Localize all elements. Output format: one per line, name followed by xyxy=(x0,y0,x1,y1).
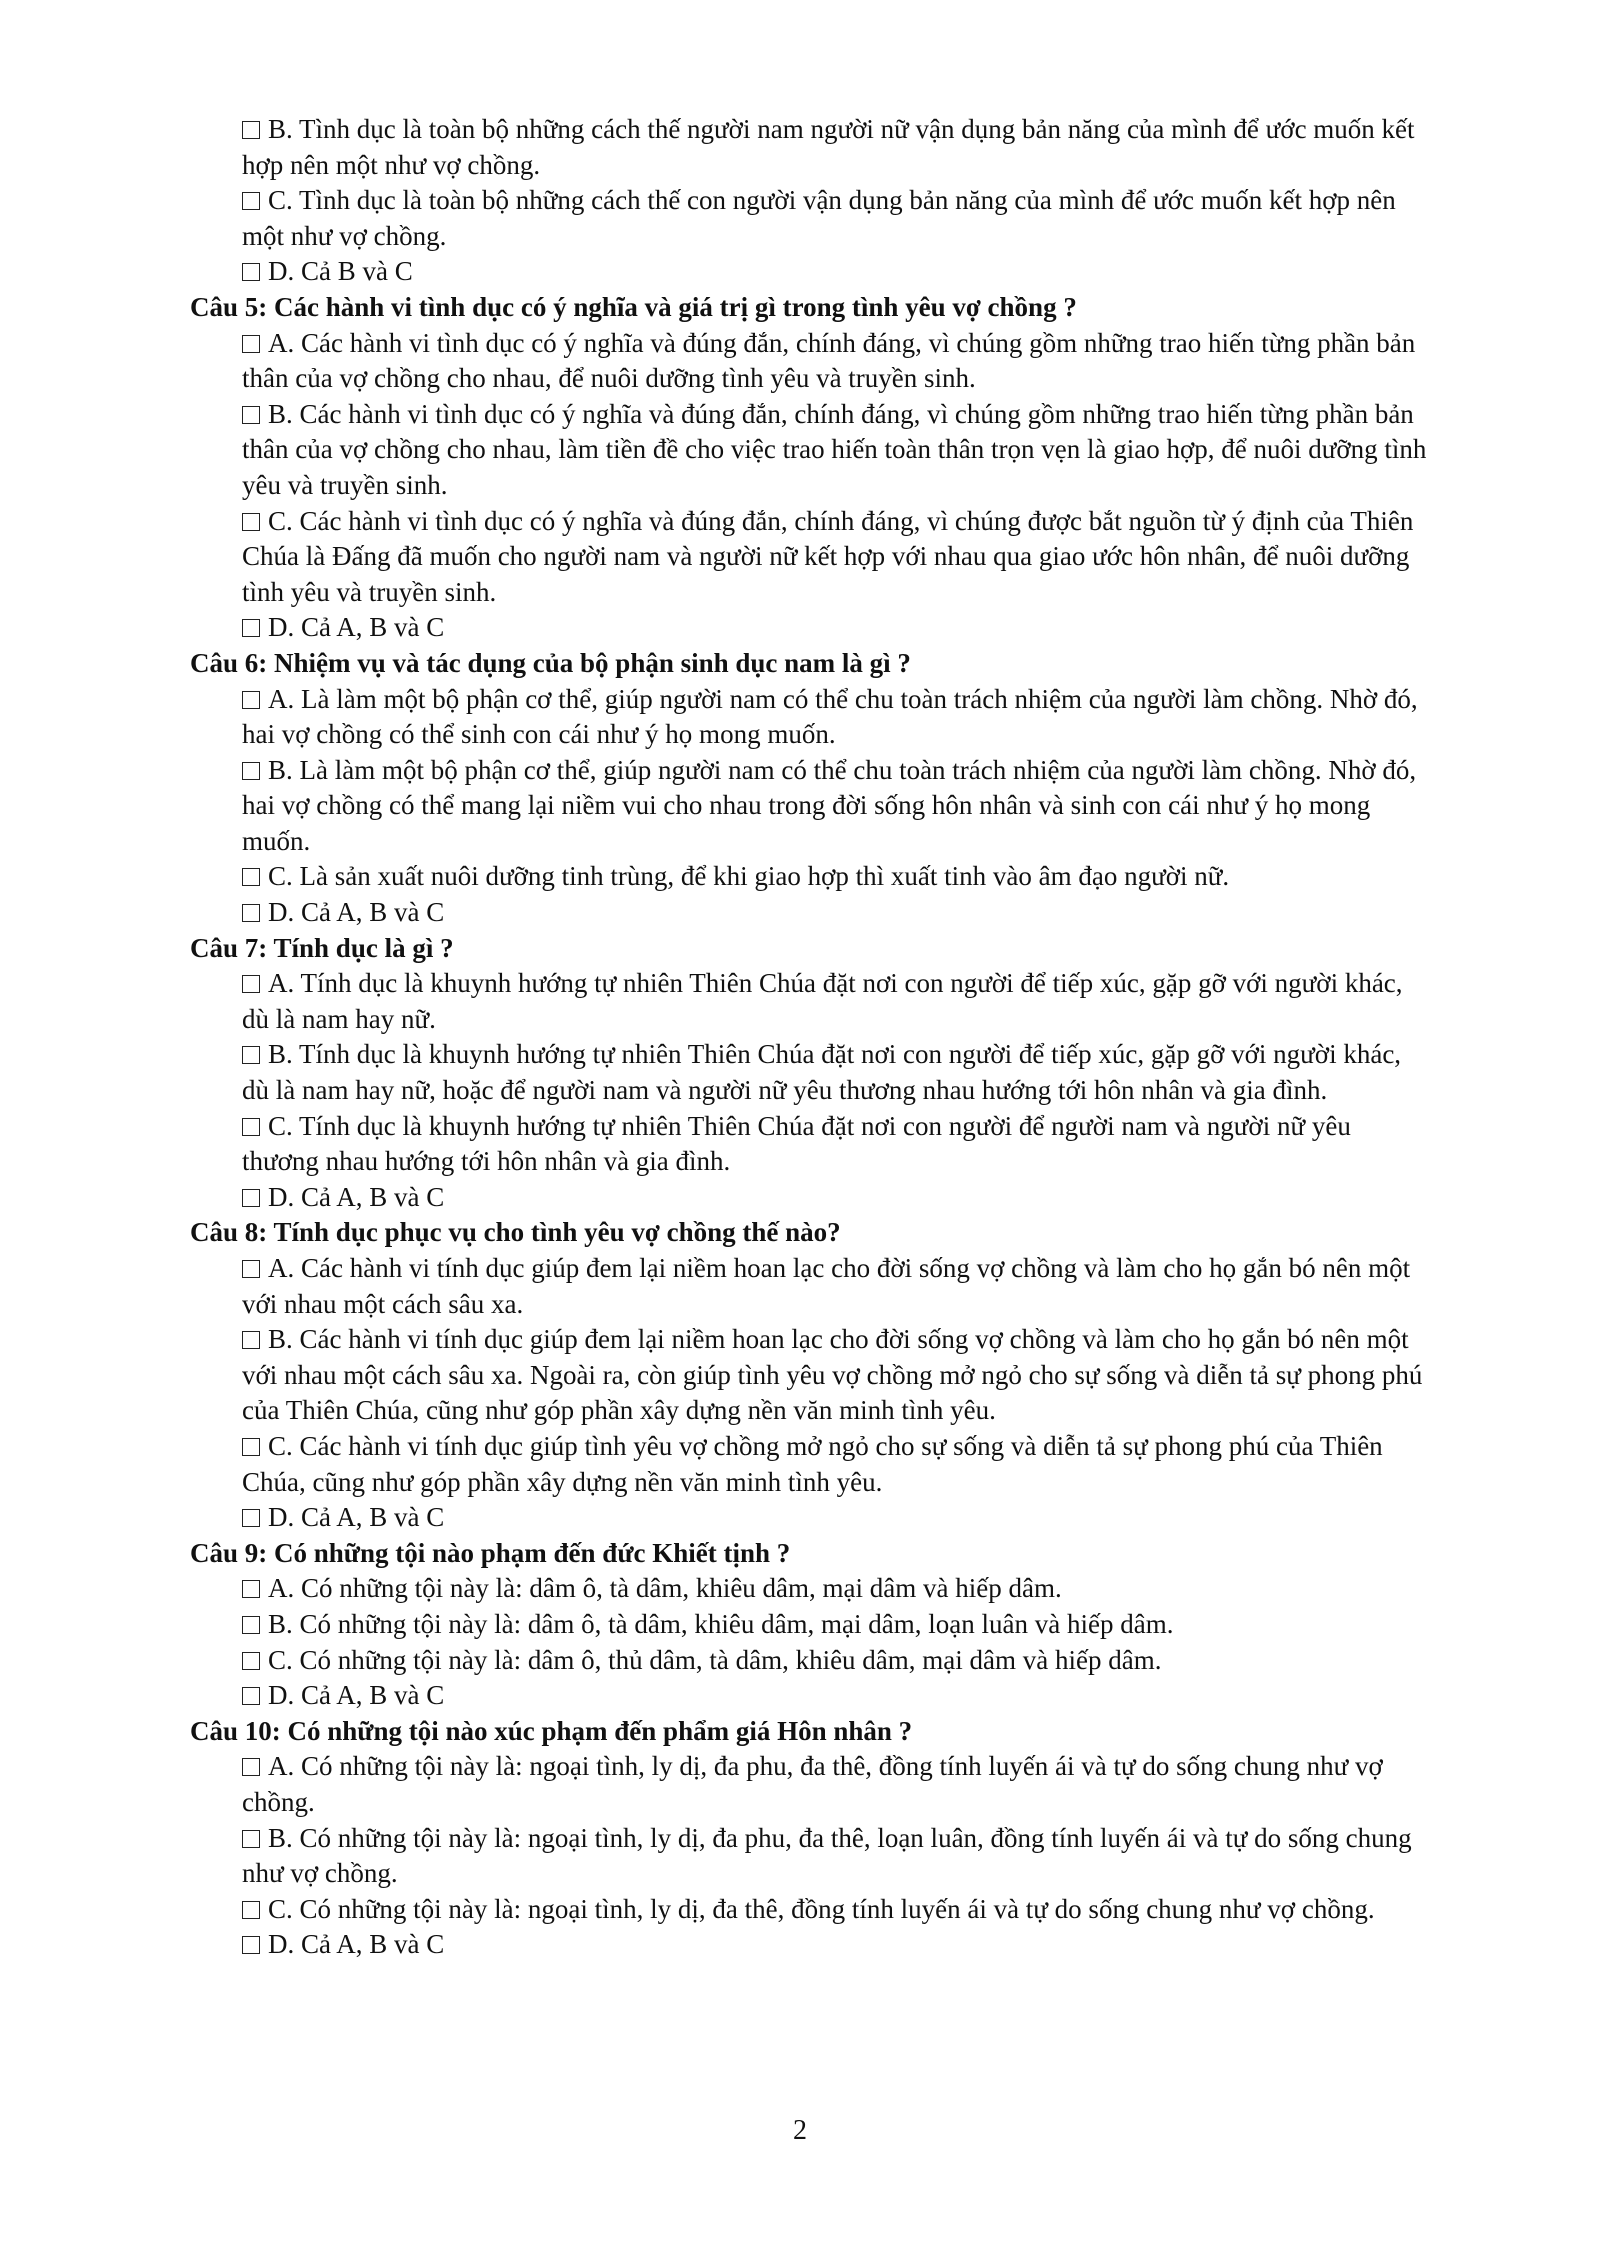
answer-option xyxy=(242,1892,1430,1928)
answer-option xyxy=(242,1678,1430,1714)
option-text: Có những tội này là: ngoại tình, ly dị, đa phu, đa thê, đồng tính luyến ái và tự do sống chung như vợ chồng. xyxy=(242,1751,1383,1817)
option-text: Cả A, B và C xyxy=(301,1181,445,1212)
option-label: B. xyxy=(268,1608,293,1639)
checkbox-icon[interactable] xyxy=(242,691,260,709)
option-text: Các hành vi tính dục giúp tình yêu vợ chồng mở ngỏ cho sự sống và diễn tả sự phong phú của Thiên Chúa, cũng như góp phần xây dựng nền văn minh tình yêu. xyxy=(242,1430,1383,1497)
document-body xyxy=(190,112,1430,1963)
option-label: A. xyxy=(268,683,295,714)
option-text: Cả A, B và C xyxy=(301,612,445,643)
checkbox-icon[interactable] xyxy=(242,192,260,210)
answer-option xyxy=(242,966,1430,1037)
option-text: Có những tội này là: dâm ô, tà dâm, khiêu dâm, mại dâm, loạn luân và hiếp dâm. xyxy=(299,1608,1174,1639)
option-label: A. xyxy=(268,1573,295,1604)
option-label: B. xyxy=(268,1324,293,1355)
option-label: D. xyxy=(268,256,295,287)
answer-option xyxy=(242,610,1430,646)
option-text: Các hành vi tình dục có ý nghĩa và đúng đắn, chính đáng, vì chúng được bắt nguồn từ ý định của Thiên Chúa là Đấng đã muốn cho người nam và người nữ kết hợp với nhau qua giao ước hôn nhân, để nuôi dưỡng tình yêu và truyền sinh. xyxy=(242,505,1414,607)
option-text: Có những tội này là: ngoại tình, ly dị, đa thê, đồng tính luyến ái và tự do sống chung như vợ chồng. xyxy=(299,1893,1375,1924)
answer-option xyxy=(242,504,1430,611)
option-label: C. xyxy=(268,1110,293,1141)
option-label: B. xyxy=(268,114,293,144)
option-label: C. xyxy=(268,861,293,892)
option-text: Tính dục là khuynh hướng tự nhiên Thiên Chúa đặt nơi con người để tiếp xúc, gặp gỡ với người khác, dù là nam hay nữ, hoặc để người nam và người nữ yêu thương nhau hướng tới hôn nhân và gia đình. xyxy=(242,1039,1402,1106)
answer-option xyxy=(242,1322,1430,1429)
question-title: Câu 7: Tính dục là gì ? xyxy=(190,932,454,963)
checkbox-icon[interactable] xyxy=(242,1509,260,1527)
checkbox-icon[interactable] xyxy=(242,904,260,922)
question-title: Câu 9: Có những tội nào phạm đến đức Khiết tịnh ? xyxy=(190,1537,791,1568)
answer-option xyxy=(242,895,1430,931)
answer-option xyxy=(242,397,1430,504)
answer-option xyxy=(242,1180,1430,1216)
question-title: Câu 5: Các hành vi tình dục có ý nghĩa và giá trị gì trong tình yêu vợ chồng ? xyxy=(190,291,1077,322)
option-label: D. xyxy=(268,1680,295,1711)
option-label: C. xyxy=(268,185,293,216)
option-label: B. xyxy=(268,754,293,785)
option-label: C. xyxy=(268,1644,293,1675)
answer-option xyxy=(242,1251,1430,1322)
option-text: Là làm một bộ phận cơ thể, giúp người nam có thể chu toàn trách nhiệm của người làm chồng. Nhờ đó, hai vợ chồng có thể sinh con cái như ý họ mong muốn. xyxy=(242,683,1418,750)
checkbox-icon[interactable] xyxy=(242,975,260,993)
option-text: Là sản xuất nuôi dưỡng tinh trùng, để khi giao hợp thì xuất tinh vào âm đạo người nữ. xyxy=(299,861,1230,892)
option-label: C. xyxy=(268,1893,293,1924)
option-text: Tính dục là khuynh hướng tự nhiên Thiên Chúa đặt nơi con người để tiếp xúc, gặp gỡ với người khác, dù là nam hay nữ. xyxy=(242,968,1403,1034)
answer-option xyxy=(242,326,1430,397)
answer-option xyxy=(242,1821,1430,1892)
option-text: Có những tội này là: dâm ô, tà dâm, khiêu dâm, mại dâm và hiếp dâm. xyxy=(301,1573,1062,1604)
option-text: Có những tội này là: dâm ô, thủ dâm, tà dâm, khiêu dâm, mại dâm và hiếp dâm. xyxy=(299,1644,1162,1675)
checkbox-icon[interactable] xyxy=(242,619,260,637)
page-number: 2 xyxy=(793,2115,807,2146)
option-text: Cả A, B và C xyxy=(301,1929,445,1960)
option-label: A. xyxy=(268,1253,295,1283)
option-text: Các hành vi tính dục giúp đem lại niềm hoan lạc cho đời sống vợ chồng và làm cho họ gắn bó nên một với nhau một cách sâu xa. Ngoài ra, còn giúp tình yêu vợ chồng mở ngỏ cho sự sống và diễn tả sự phong phú của Thiên Chúa, cũng như góp phần xây dựng nền văn minh tình yêu. xyxy=(242,1324,1423,1426)
checkbox-icon[interactable] xyxy=(242,868,260,886)
answer-option xyxy=(242,1500,1430,1536)
checkbox-icon[interactable] xyxy=(242,1830,260,1848)
option-label: B. xyxy=(268,1039,293,1070)
checkbox-icon[interactable] xyxy=(242,1936,260,1954)
checkbox-icon[interactable] xyxy=(242,121,260,139)
answer-option xyxy=(242,1429,1430,1500)
checkbox-icon[interactable] xyxy=(242,1652,260,1670)
answer-option xyxy=(242,1607,1430,1643)
answer-option xyxy=(242,1109,1430,1180)
checkbox-icon[interactable] xyxy=(242,1118,260,1136)
checkbox-icon[interactable] xyxy=(242,1580,260,1598)
answer-option xyxy=(242,1571,1430,1607)
answer-option xyxy=(242,753,1430,860)
option-label: A. xyxy=(268,968,295,999)
option-text: Có những tội này là: ngoại tình, ly dị, đa phu, đa thê, loạn luân, đồng tính luyến ái và tự do sống chung như vợ chồng. xyxy=(242,1822,1412,1889)
question-title: Câu 8: Tính dục phục vụ cho tình yêu vợ chồng thế nào? xyxy=(190,1217,841,1248)
option-label: B. xyxy=(268,398,293,429)
answer-option xyxy=(242,254,1430,290)
option-label: D. xyxy=(268,1502,295,1533)
checkbox-icon[interactable] xyxy=(242,513,260,531)
answer-option xyxy=(242,112,1430,183)
option-text: Các hành vi tình dục có ý nghĩa và đúng đắn, chính đáng, vì chúng gồm những trao hiến từng phần bản thân của vợ chồng cho nhau, làm tiền đề cho việc trao hiến toàn thân trọn vẹn là giao hợp, để nuôi dưỡng tình yêu và truyền sinh. xyxy=(242,398,1427,500)
option-label: D. xyxy=(268,1181,295,1212)
option-text: Cả A, B và C xyxy=(301,1680,445,1711)
option-label: B. xyxy=(268,1822,293,1853)
checkbox-icon[interactable] xyxy=(242,1901,260,1919)
option-text: Các hành vi tình dục có ý nghĩa và đúng đắn, chính đáng, vì chúng gồm những trao hiến từng phần bản thân của vợ chồng cho nhau, để nuôi dưỡng tình yêu và truyền sinh. xyxy=(242,327,1416,394)
answer-option xyxy=(242,1749,1430,1820)
option-text: Các hành vi tính dục giúp đem lại niềm hoan lạc cho đời sống vợ chồng và làm cho họ gắn bó nên một với nhau một cách sâu xa. xyxy=(242,1253,1411,1319)
option-text: Cả B và C xyxy=(301,256,413,287)
checkbox-icon[interactable] xyxy=(242,1189,260,1207)
option-text: Cả A, B và C xyxy=(301,1502,445,1533)
checkbox-icon[interactable] xyxy=(242,1260,260,1278)
checkbox-icon[interactable] xyxy=(242,1758,260,1776)
checkbox-icon[interactable] xyxy=(242,335,260,353)
checkbox-icon[interactable] xyxy=(242,263,260,281)
checkbox-icon[interactable] xyxy=(242,1046,260,1064)
answer-option xyxy=(242,859,1430,895)
question-title: Câu 10: Có những tội nào xúc phạm đến phẩm giá Hôn nhân ? xyxy=(190,1715,913,1746)
option-text: Là làm một bộ phận cơ thể, giúp người nam có thể chu toàn trách nhiệm của người làm chồng. Nhờ đó, hai vợ chồng có thể mang lại niềm vui cho nhau trong đời sống hôn nhân và sinh con cái như ý họ mong muốn. xyxy=(242,754,1417,856)
answer-option xyxy=(242,682,1430,753)
option-label: C. xyxy=(268,1430,293,1461)
option-text: Tình dục là toàn bộ những cách thế con người vận dụng bản năng của mình để ước muốn kết hợp nên một như vợ chồng. xyxy=(242,185,1396,251)
option-label: D. xyxy=(268,897,295,928)
answer-option xyxy=(242,1037,1430,1108)
option-text: Tình dục là toàn bộ những cách thế người nam người nữ vận dụng bản năng của mình để ước muốn kết hợp nên một như vợ chồng. xyxy=(242,114,1415,180)
option-label: A. xyxy=(268,327,295,358)
checkbox-icon[interactable] xyxy=(242,1438,260,1456)
option-label: A. xyxy=(268,1751,295,1782)
checkbox-icon[interactable] xyxy=(242,762,260,780)
checkbox-icon[interactable] xyxy=(242,406,260,424)
answer-option xyxy=(242,183,1430,254)
checkbox-icon[interactable] xyxy=(242,1616,260,1634)
option-text: Cả A, B và C xyxy=(301,897,445,928)
checkbox-icon[interactable] xyxy=(242,1687,260,1705)
option-label: D. xyxy=(268,612,295,643)
option-label: D. xyxy=(268,1929,295,1960)
option-label: C. xyxy=(268,505,293,536)
answer-option xyxy=(242,1927,1430,1963)
answer-option xyxy=(242,1643,1430,1679)
option-text: Tính dục là khuynh hướng tự nhiên Thiên Chúa đặt nơi con người để người nam và người nữ yêu thương nhau hướng tới hôn nhân và gia đình. xyxy=(242,1110,1351,1177)
checkbox-icon[interactable] xyxy=(242,1331,260,1349)
question-title: Câu 6: Nhiệm vụ và tác dụng của bộ phận sinh dục nam là gì ? xyxy=(190,647,911,678)
